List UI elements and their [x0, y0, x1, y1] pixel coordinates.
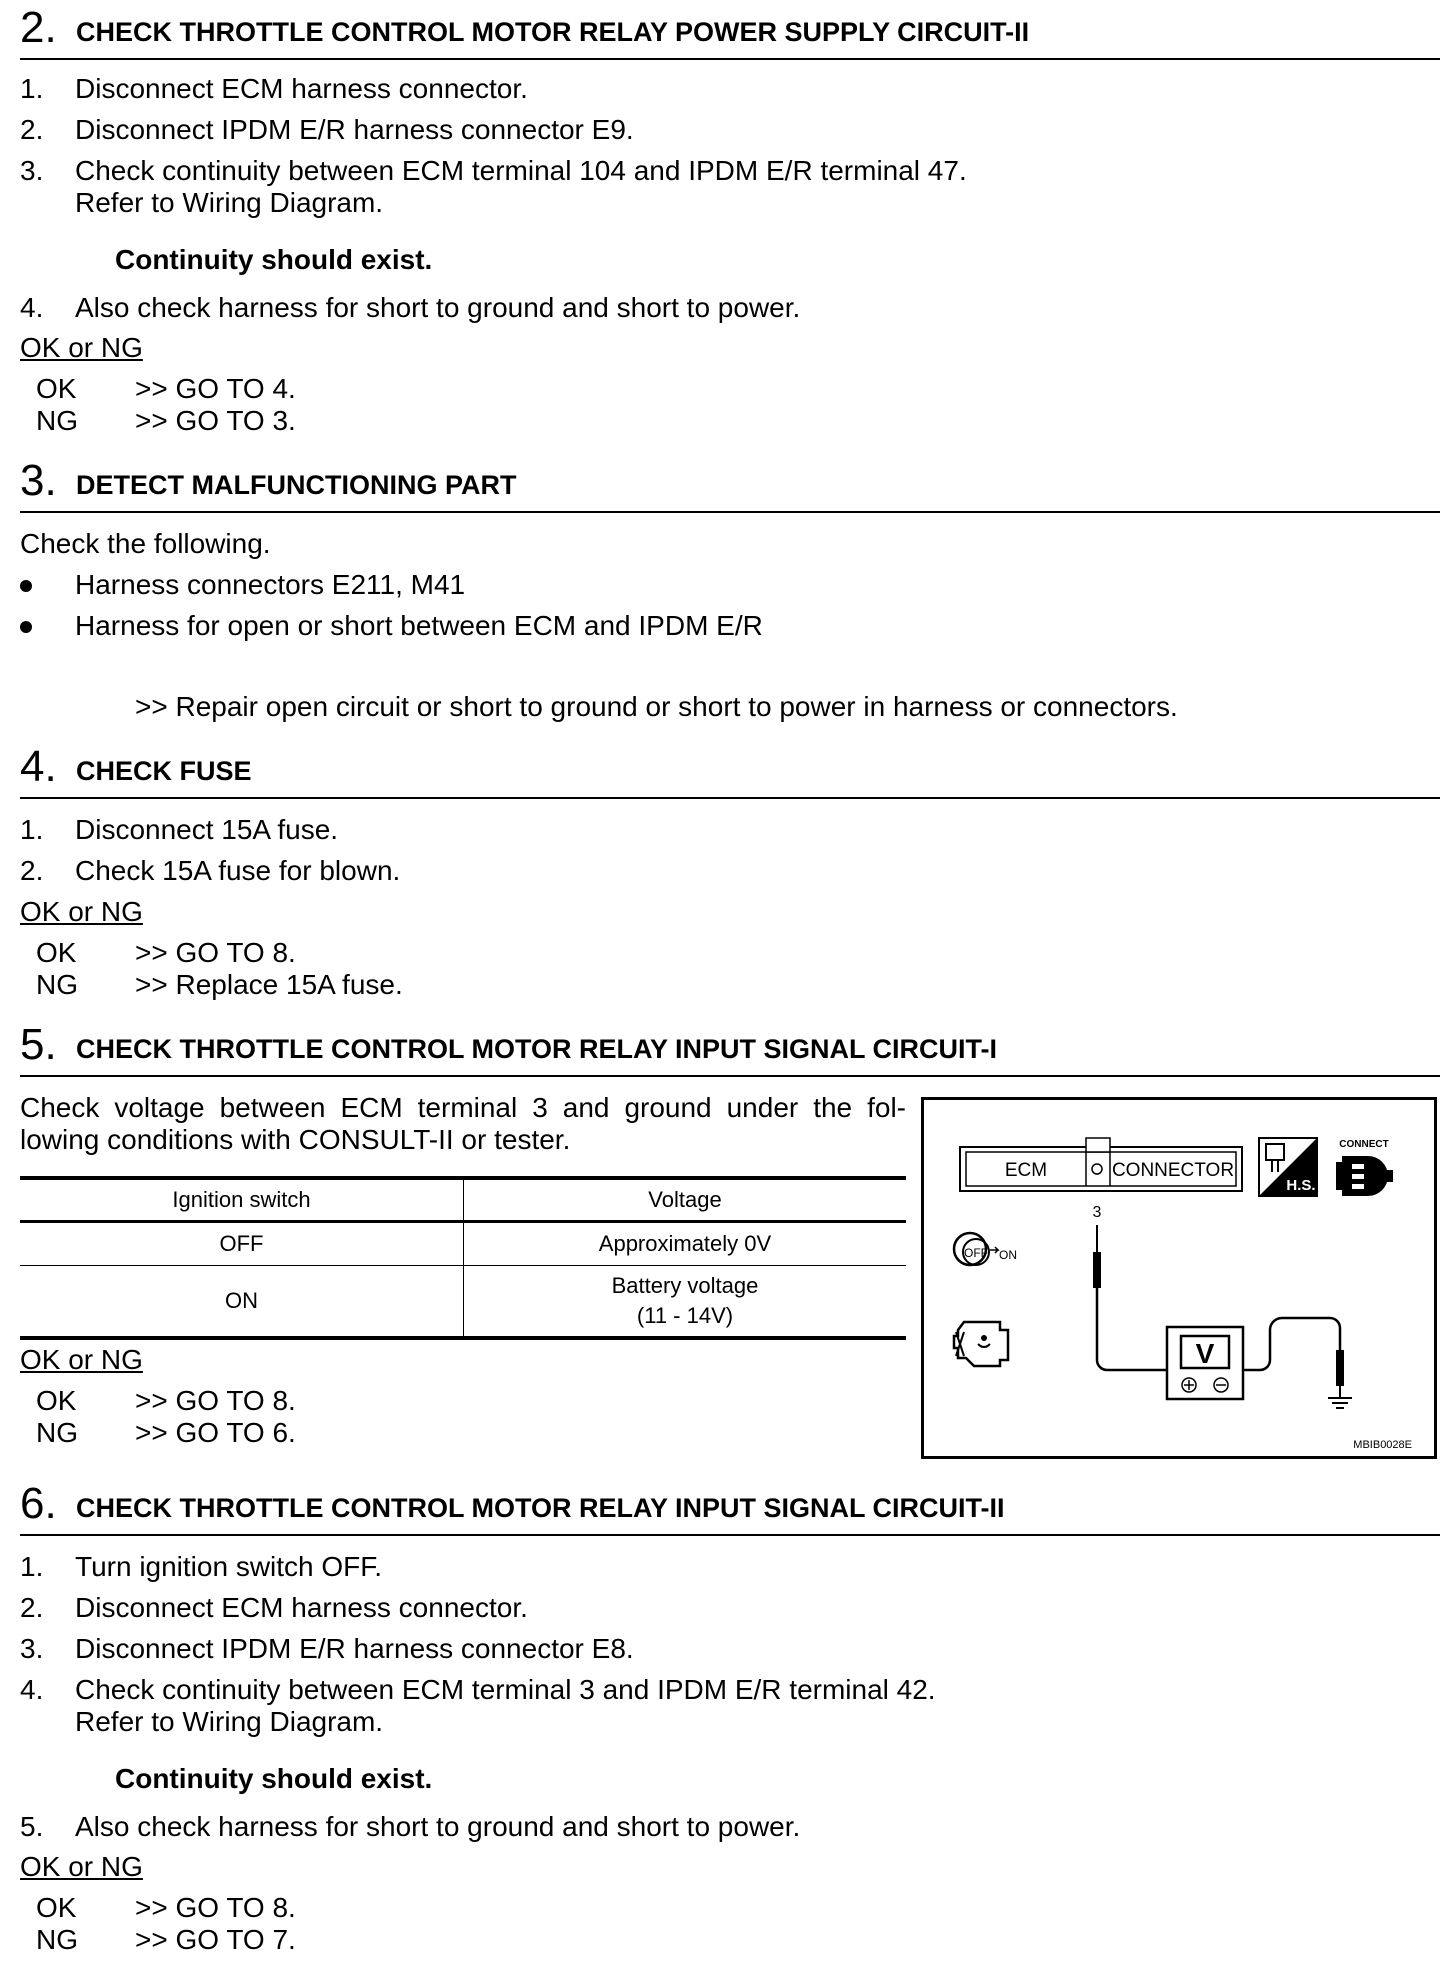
step-text: Check continuity between ECM terminal 3 and IPDM E/R terminal 42.	[75, 1674, 936, 1705]
terminal-number: 3	[1092, 1204, 1102, 1221]
terminal-pin	[1092, 1164, 1102, 1174]
ok-action: >> GO TO 8.	[135, 937, 296, 968]
column-header: Voltage	[464, 1178, 907, 1222]
section-title: CHECK THROTTLE CONTROL MOTOR RELAY INPUT SIGNAL CIRCUIT-I	[76, 1034, 998, 1064]
section-number: 2.	[20, 3, 57, 52]
bullet-dot	[20, 621, 32, 633]
step-text: Disconnect 15A fuse.	[75, 814, 339, 845]
ok-label: OK	[36, 373, 77, 404]
section-title: CHECK FUSE	[76, 756, 252, 786]
ignition-switch-icon	[954, 1233, 1017, 1265]
spec-note: Continuity should exist.	[115, 244, 433, 275]
section-4-header	[20, 741, 1440, 799]
bullet-dot	[20, 580, 32, 592]
voltmeter-symbol: V	[1195, 1338, 1215, 1369]
step-text: Disconnect ECM harness connector.	[75, 73, 528, 104]
ok-label: OK	[36, 937, 77, 968]
section-number: 6.	[20, 1479, 57, 1528]
figure-code: MBIB0028E	[1353, 1439, 1412, 1451]
ng-label: NG	[36, 969, 78, 1000]
column-header: Ignition switch	[20, 1178, 464, 1222]
hs-label: H.S.	[1286, 1177, 1316, 1194]
section-3-header	[20, 455, 1440, 513]
intro-text: Check voltage between ECM terminal 3 and ground under the fol-	[20, 1092, 906, 1123]
probe-tip	[1093, 1252, 1101, 1288]
bullet-text: Harness for open or short between ECM and IPDM E/R	[75, 610, 763, 641]
ng-label: NG	[36, 405, 78, 436]
engine-detail	[981, 1335, 987, 1341]
step-text: Also check harness for short to ground and short to power.	[75, 292, 801, 323]
switch-on-label: ON	[999, 1248, 1017, 1262]
connect-plug-back	[1336, 1162, 1346, 1190]
harness-side-icon	[1259, 1138, 1317, 1196]
section-number: 3.	[20, 456, 57, 505]
connector-latch	[1086, 1138, 1110, 1152]
step-number: 3.	[20, 1633, 44, 1664]
repair-action: >> Repair open circuit or short to ground or short to power in harness or connectors.	[135, 691, 1178, 722]
connect-icon	[1336, 1139, 1393, 1196]
ok-action: >> GO TO 4.	[135, 373, 296, 404]
voltage-cell	[464, 1266, 907, 1339]
spec-note: Continuity should exist.	[115, 1763, 433, 1794]
table-header-row	[20, 1178, 906, 1222]
ng-action: >> GO TO 7.	[135, 1924, 296, 1955]
section-title: CHECK THROTTLE CONTROL MOTOR RELAY INPUT SIGNAL CIRCUIT-II	[76, 1493, 1005, 1523]
voltage-value: Battery voltage	[611, 1273, 759, 1298]
ng-label: NG	[36, 1417, 78, 1448]
ok-ng-heading: OK or NG	[20, 1344, 143, 1375]
step-text: Check 15A fuse for blown.	[75, 855, 401, 886]
step-number: 1.	[20, 814, 44, 845]
connect-slot	[1352, 1174, 1364, 1179]
connect-tip	[1385, 1170, 1393, 1182]
wiring-check-figure	[921, 1097, 1437, 1459]
ok-ng-heading: OK or NG	[20, 332, 143, 363]
ground-lead	[1243, 1318, 1340, 1370]
table-row	[20, 1222, 906, 1266]
ground-probe	[1336, 1350, 1344, 1386]
step-number: 4.	[20, 292, 44, 323]
section-title: CHECK THROTTLE CONTROL MOTOR RELAY POWER SUPPLY CIRCUIT-II	[76, 17, 1030, 47]
step-text: Also check harness for short to ground and short to power.	[75, 1811, 801, 1842]
voltage-range: (11 - 14V)	[636, 1303, 734, 1328]
connect-slot	[1352, 1184, 1364, 1189]
step-text: Disconnect IPDM E/R harness connector E9.	[75, 114, 634, 145]
ok-action: >> GO TO 8.	[135, 1385, 296, 1416]
connector-label: CONNECTOR	[1111, 1160, 1235, 1181]
engine-icon	[954, 1322, 1008, 1366]
connect-slot	[1352, 1164, 1364, 1169]
step-text: Disconnect ECM harness connector.	[75, 1592, 528, 1623]
intro-text-continued: lowing conditions with CONSULT-II or tester.	[20, 1124, 571, 1155]
section-title: DETECT MALFUNCTIONING PART	[76, 470, 517, 500]
step-number: 4.	[20, 1674, 44, 1705]
voltage-cell: Approximately 0V	[464, 1222, 907, 1266]
intro-text: Check the following.	[20, 528, 271, 559]
step-number: 1.	[20, 1551, 44, 1582]
ignition-cell: ON	[20, 1266, 464, 1339]
ng-action: >> GO TO 3.	[135, 405, 296, 436]
step-text: Check continuity between ECM terminal 104 and IPDM E/R terminal 47.	[75, 155, 967, 186]
switch-off-label: OFF	[964, 1246, 988, 1260]
step-number: 3.	[20, 155, 44, 186]
step-number: 2.	[20, 855, 44, 886]
ng-action: >> Replace 15A fuse.	[135, 969, 403, 1000]
ok-label: OK	[36, 1892, 77, 1923]
ok-ng-heading: OK or NG	[20, 1851, 143, 1882]
connect-plug-body	[1342, 1156, 1388, 1196]
step-text-continued: Refer to Wiring Diagram.	[75, 187, 384, 218]
wiring-diagram	[924, 1100, 1434, 1456]
step-text: Turn ignition switch OFF.	[75, 1551, 383, 1582]
voltage-table	[20, 1176, 906, 1340]
table-row	[20, 1266, 906, 1339]
probe-lead	[1097, 1288, 1167, 1370]
section-5-header	[20, 1019, 1440, 1077]
step-text: Disconnect IPDM E/R harness connector E8.	[75, 1633, 634, 1664]
step-text-continued: Refer to Wiring Diagram.	[75, 1706, 384, 1737]
engine-outline	[954, 1322, 1008, 1366]
ok-action: >> GO TO 8.	[135, 1892, 296, 1923]
section-number: 5.	[20, 1020, 57, 1069]
ecm-label: ECM	[1004, 1160, 1048, 1181]
step-number: 5.	[20, 1811, 44, 1842]
bullet-text: Harness connectors E211, M41	[75, 569, 466, 600]
ignition-cell: OFF	[20, 1222, 464, 1266]
ok-ng-heading: OK or NG	[20, 896, 143, 927]
section-6-header	[20, 1478, 1440, 1536]
ng-action: >> GO TO 6.	[135, 1417, 296, 1448]
step-number: 2.	[20, 114, 44, 145]
step-number: 1.	[20, 73, 44, 104]
step-number: 2.	[20, 1592, 44, 1623]
section-2-header	[20, 2, 1440, 60]
connect-label: CONNECT	[1339, 1139, 1389, 1150]
switch-arrow	[990, 1247, 998, 1253]
section-number: 4.	[20, 742, 57, 791]
ok-label: OK	[36, 1385, 77, 1416]
engine-detail	[978, 1344, 990, 1347]
ng-label: NG	[36, 1924, 78, 1955]
